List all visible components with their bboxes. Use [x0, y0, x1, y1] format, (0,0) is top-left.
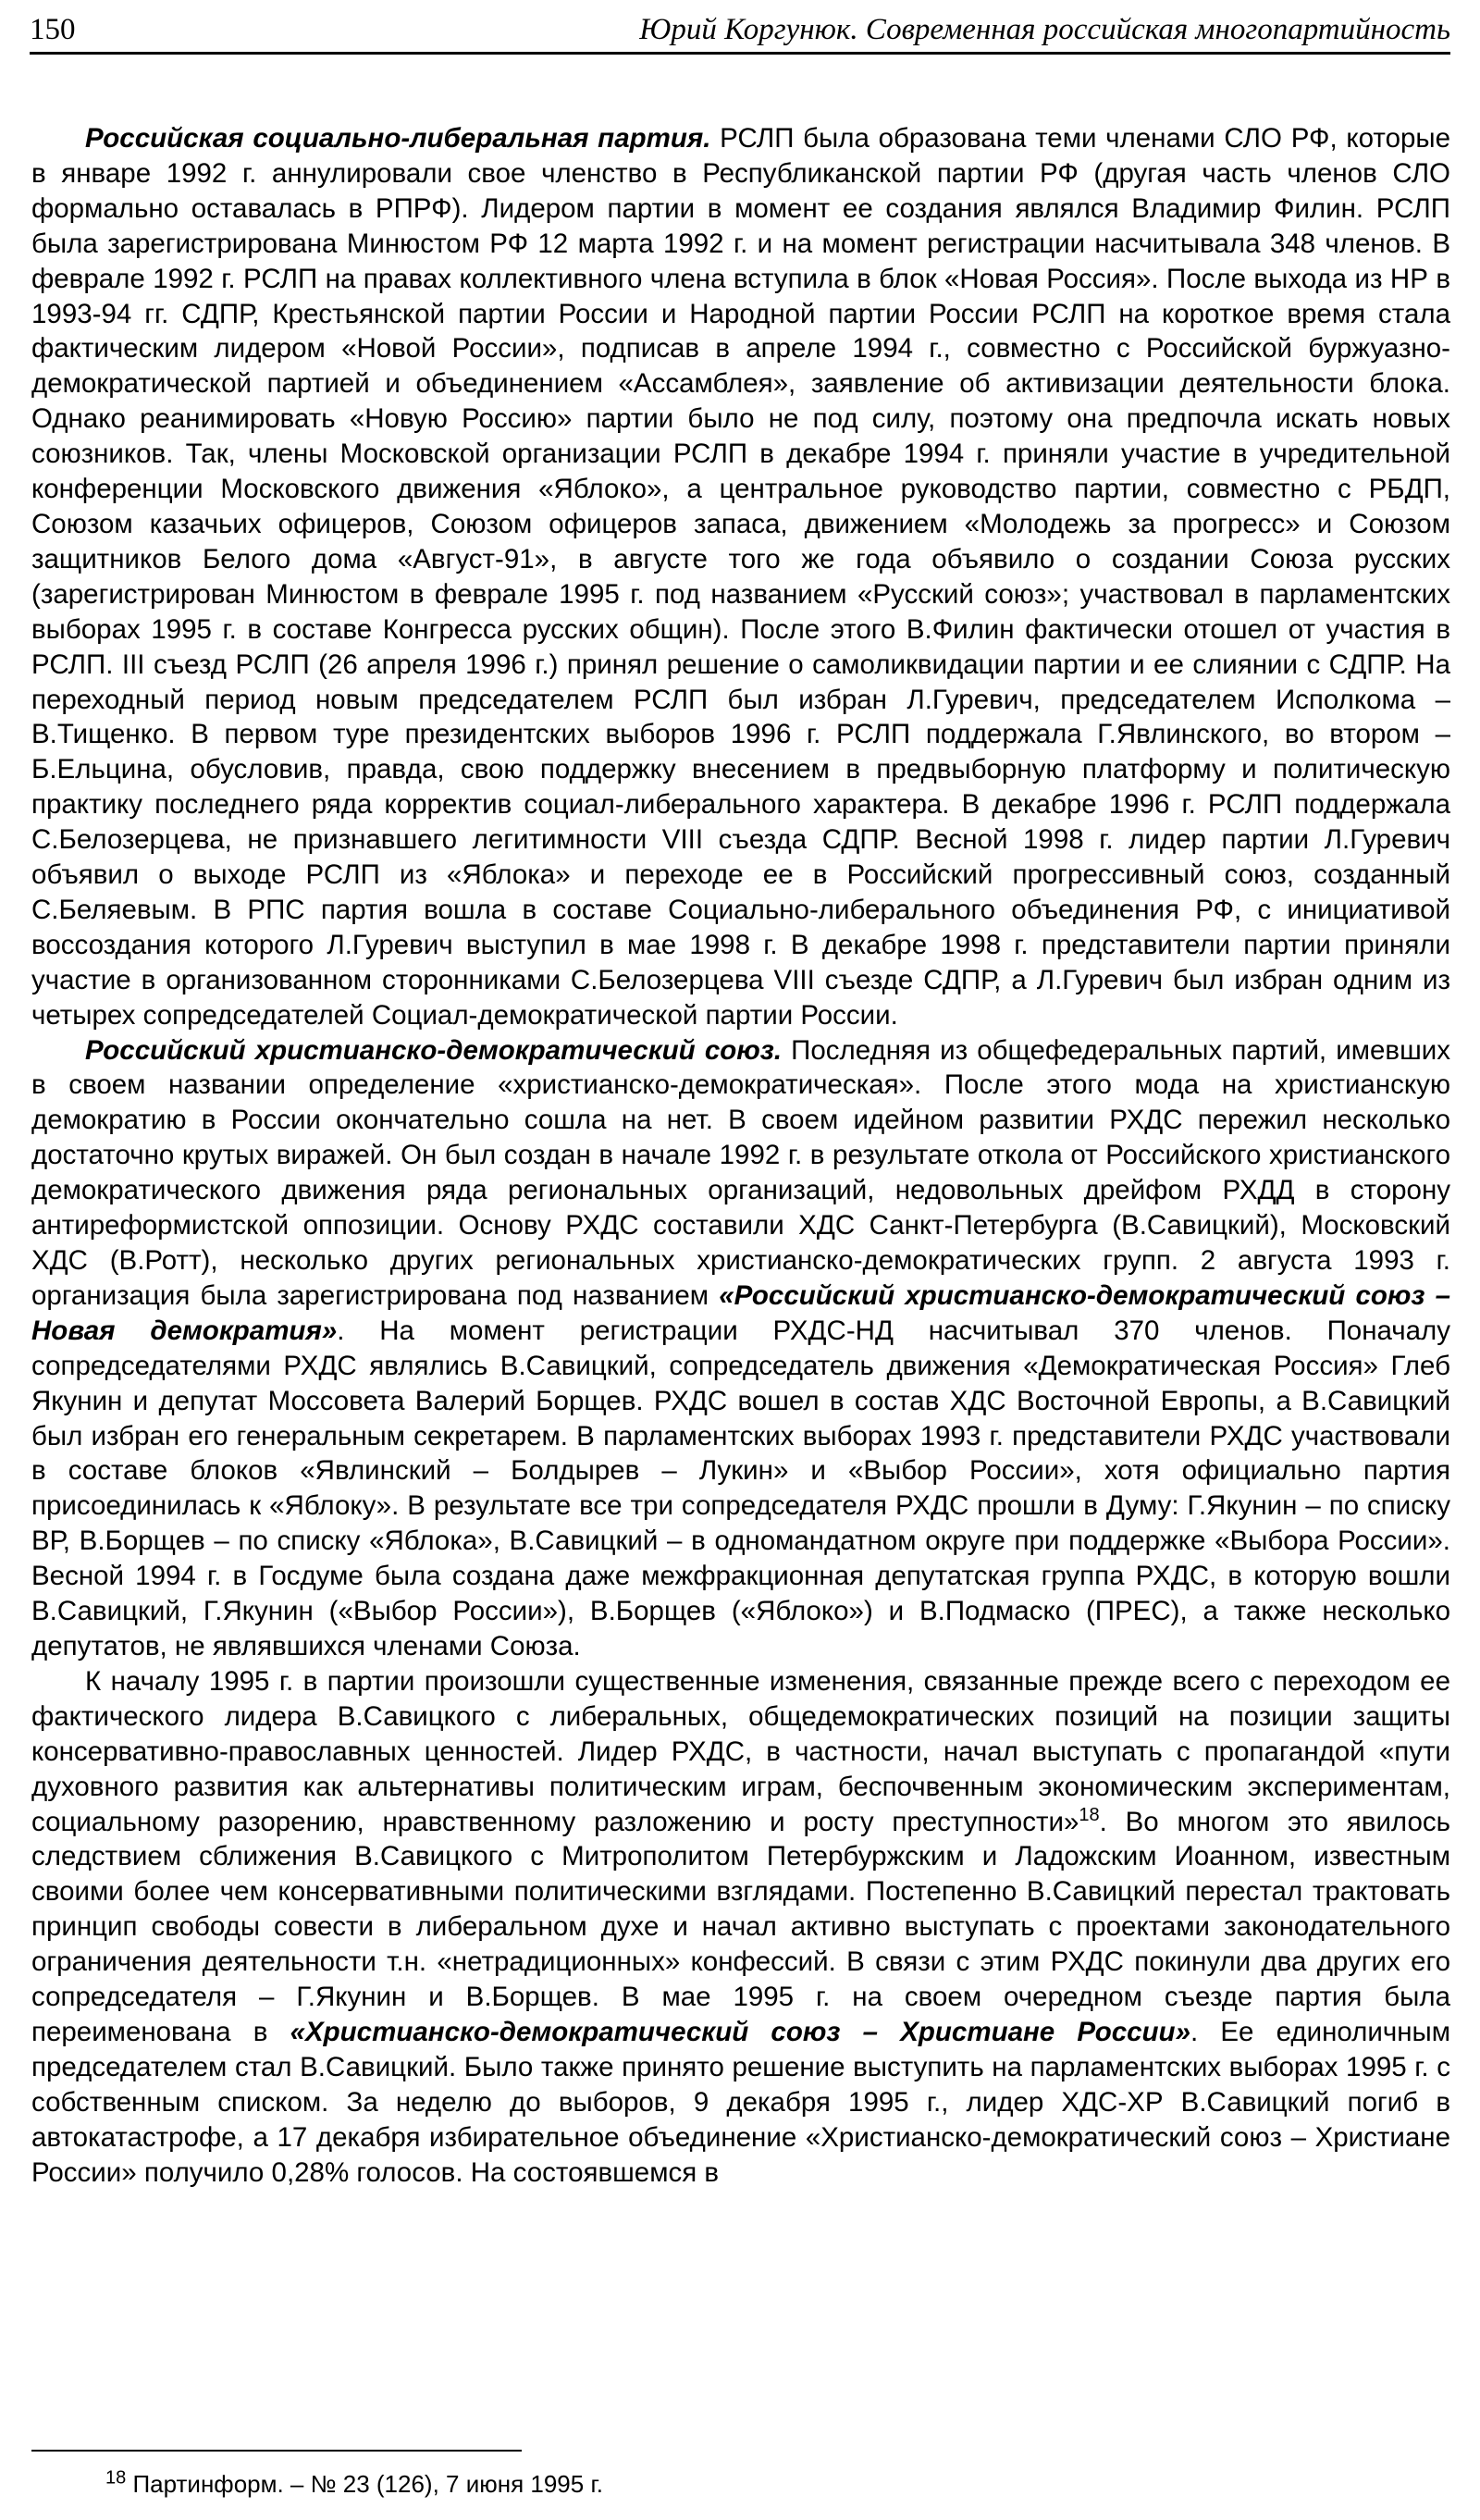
running-header	[30, 9, 1450, 56]
page-number: 150	[30, 13, 76, 46]
emphasized-party-name: «Российский христианско-демократический союз – Новая демократия»	[31, 1279, 1450, 1346]
paragraph-text: Последняя из общефедеральных партий, имевших в своем названии определение «христианско-демократическая». После этого мода на христианскую демократию в России окончательно сошла на нет. В своем идейном развитии РХДС пережил несколько достаточно крутых виражей. Он был создан в начале 1992 г. в результате откола от Российского христианского демократического движения ряда региональных организаций, недовольных дрейфом РХДД в сторону антиреформистской оппозиции. Основу РХДС составили ХДС Санкт-Петербурга (В.Савицкий), Московский ХДС (В.Ротт), несколько других региональных христианско-демократических групп. 2 августа 1993 г. организация была зарегистрирована под названием	[31, 1034, 1450, 1311]
paragraph-text: . Ее единоличным председателем стал В.Савицкий. Было также принято решение выступить на парламентских выборах 1995 г. с собственным списком. За неделю до выборов, 9 декабря 1995 г., лидер ХДС-ХР В.Савицкий погиб в автокатастрофе, а 17 декабря избирательное объединение «Христианско-демократический союз – Христиане России» получило 0,28% голосов. На состоявшемся в	[31, 2016, 1450, 2188]
footnote-text: Партинформ. – № 23 (126), 7 июня 1995 г.	[126, 2470, 603, 2498]
paragraph-rslp	[31, 121, 1450, 1033]
footnote-rule	[31, 2450, 522, 2452]
footnote	[105, 2468, 603, 2500]
paragraph-text: К началу 1995 г. в партии произошли существенные изменения, связанные прежде всего с переходом ее фактического лидера В.Савицкого с либеральных, общедемократических позиций на позиции защиты консервативно-православных ценностей. Лидер РХДС, в частности, начал выступать с пропагандой «пути духовного развития как альтернативы политическим играм, беспочвенным экономическим экспериментам, социальному разорению, нравственному разложению и росту преступности»	[31, 1665, 1450, 1837]
paragraph-lead-heading: Российская социально-либеральная партия.	[85, 123, 711, 154]
running-title: Юрий Коргунюк. Современная российская многопартийность	[639, 13, 1450, 46]
paragraph-text: РСЛП была образована теми членами СЛО РФ, которые в январе 1992 г. аннулировали свое членство в Республиканской партии РФ (другая часть членов СЛО формально оставалась в РПРФ). Лидером партии в момент ее создания являлся Владимир Филин. РСЛП была зарегистрирована Минюстом РФ 12 марта 1992 г. и на момент регистрации насчитывала 348 членов. В феврале 1992 г. РСЛП на правах коллективного члена вступила в блок «Новая Россия». После выхода из НР в 1993-94 гг. СДПР, Крестьянской партии России и Народной партии России РСЛП на короткое время стала фактическим лидером «Новой России», подписав в апреле 1994 г., совместно с Российской буржуазно-демократической партией и объединением «Ассамблея», заявление об активизации деятельности блока. Однако реанимировать «Новую Россию» партии было не под силу, поэтому она предпочла искать новых союзников. Так, члены Московской организации РСЛП в декабре 1994 г. приняли участие в учредительной конференции Московского движения «Яблоко», а центральное руководство партии, совместно с РБДП, Союзом казачьих офицеров, Союзом офицеров запаса, движением «Молодежь за прогресс» и Союзом защитников Белого дома «Август-91», в августе того же года объявило о создании Союза русских (зарегистрирован Минюстом в феврале 1995 г. под названием «Русский союз»; участвовал в парламентских выборах 1995 г. в составе Конгресса русских общин). После этого В.Филин фактически отошел от участия в РСЛП. III съезд РСЛП (26 апреля 1996 г.) принял решение о самоликвидации партии и ее слиянии с СДПР. На переходный период новым председателем РСЛП был избран Л.Гуревич, председателем Исполкома – В.Тищенко. В первом туре президентских выборов 1996 г. РСЛП поддержала Г.Явлинского, во втором – Б.Ельцина, обусловив, правда, свою поддержку внесением в предвыборную платформу и политическую практику последнего ряда корректив социал-либерального характера. В декабре 1996 г. РСЛП поддержала С.Белозерцева, не признавшего легитимности VIII съезда СДПР. Весной 1998 г. лидер партии Л.Гуревич объявил о выходе РСЛП из «Яблока» и переходе ее в Российский прогрессивный союз, созданный С.Беляевым. В РПС партия вошла в составе Социально-либерального объединения РФ, с инициативой воссоздания которого Л.Гуревич выступил в мае 1998 г. В декабре 1998 г. представители партии приняли участие в организованном сторонниками С.Белозерцева VIII съезде СДПР, а Л.Гуревич был избран одним из четырех сопредседателей Социал-демократической партии России.	[31, 123, 1450, 1031]
footnote-reference[interactable]: 18	[1079, 1804, 1100, 1825]
paragraph-text: . На момент регистрации РХДС-НД насчитывал 370 членов. Поначалу сопредседателями РХДС являлись В.Савицкий, сопредседатель движения «Демократическая Россия» Глеб Якунин и депутат Моссовета Валерий Борщев. РХДС вошел в состав ХДС Восточной Европы, а В.Савицкий был избран его генеральным секретарем. В парламентских выборах 1993 г. представители РХДС участвовали в составе блоков «Явлинский – Болдырев – Лукин» и «Выбор России», хотя официально партия присоединилась к «Яблоку». В результате все три сопредседателя РХДС прошли в Думу: Г.Якунин – по списку ВР, В.Борщев – по списку «Яблока», В.Савицкий – в одномандатном округе при поддержке «Выбора России». Весной 1994 г. в Госдуме была создана даже межфракционная депутатская группа РХДС, в которую вошли В.Савицкий, Г.Якунин («Выбор России»), В.Борщев («Яблоко») и В.Подмаско (ПРЕС), а также несколько депутатов, не являвшихся членами Союза.	[31, 1315, 1450, 1661]
paragraph-rhds	[31, 1033, 1450, 1664]
paragraph-text: . Во многом это явилось следствием сближения В.Савицкого с Митрополитом Петербуржским и Ладожским Иоанном, известным своими более чем консервативными политическими взглядами. Постепенно В.Савицкий перестал трактовать принцип свободы совести в либеральном духе и начал активно выступать с проектами законодательного ограничения деятельности т.н. «нетрадиционных» конфессий. В связи с этим РХДС покинули два других его сопредседателя – Г.Якунин и В.Борщев. В мае 1995 г. на своем очередном съезде партия была переименована в	[31, 1806, 1451, 2047]
footnote-number: 18	[105, 2467, 127, 2489]
paragraph-lead-heading: Российский христианско-демократический союз.	[85, 1034, 783, 1066]
emphasized-party-name: «Христианско-демократический союз – Христиане России»	[290, 2016, 1190, 2047]
header-rule	[30, 52, 1450, 55]
paragraph-rhds-1995	[31, 1664, 1450, 2191]
body-text	[31, 121, 1450, 2190]
